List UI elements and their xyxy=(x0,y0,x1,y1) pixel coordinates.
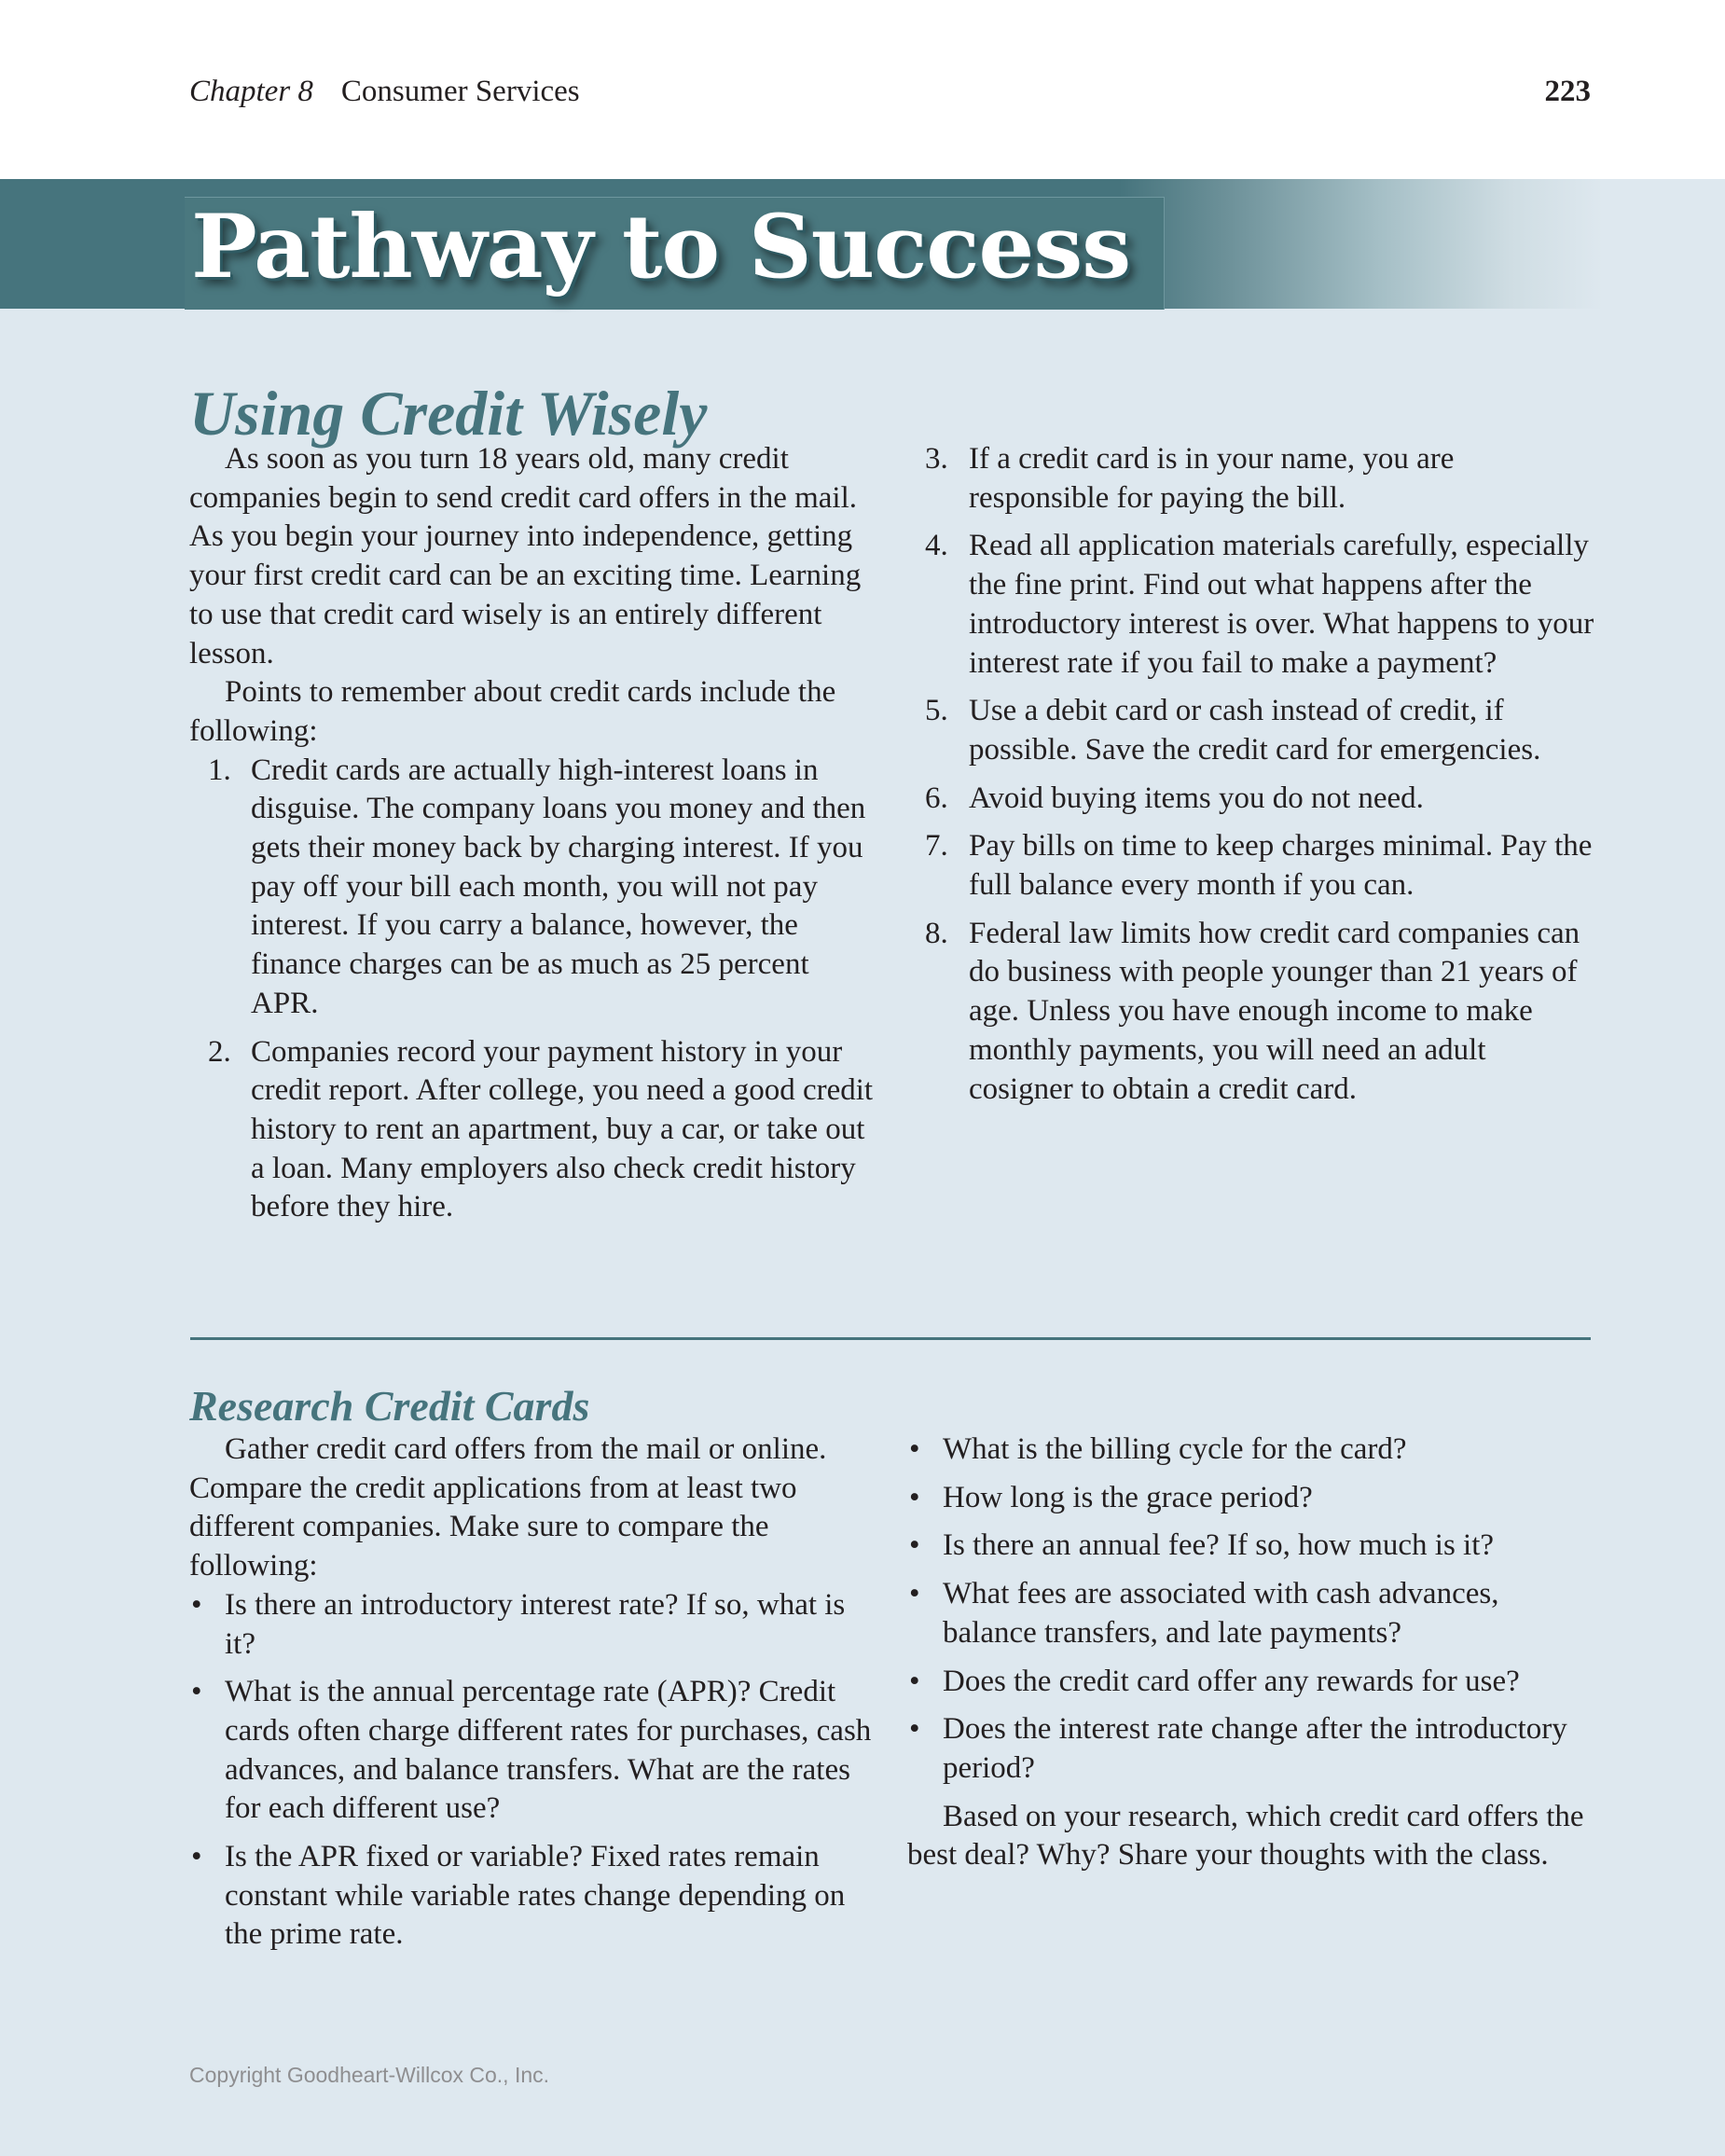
bullet-icon: • xyxy=(191,1587,202,1622)
numbered-item xyxy=(907,527,1597,683)
bullet-text: What is the annual percentage rate (APR)? Credit cards often charge different rates for purchases, cash advances, and balance transfers. What are the rates for each different use? xyxy=(225,1675,872,1826)
numbered-item xyxy=(189,1033,879,1228)
item-text: Avoid buying items you do not need. xyxy=(969,781,1424,815)
bullet-text: Does the credit card offer any rewards for use? xyxy=(943,1664,1520,1698)
bullet-icon: • xyxy=(909,1480,920,1514)
item-number: 6. xyxy=(925,781,948,815)
bullet-item xyxy=(189,1586,879,1664)
bullet-icon: • xyxy=(909,1432,920,1466)
bullet-text: Is there an introductory interest rate? If so, what is it? xyxy=(225,1587,846,1661)
column-left-bottom xyxy=(189,1430,879,1955)
numbered-item xyxy=(907,915,1597,1110)
copyright-notice: Copyright Goodheart-Willcox Co., Inc. xyxy=(189,2063,550,2087)
bullet-icon: • xyxy=(191,1840,202,1874)
item-number: 8. xyxy=(925,916,948,950)
item-text: Read all application materials carefully, especially the fine print. Find out what happens after the introductory interest is over. What happens to your interest rate if you fail to make a payment? xyxy=(969,529,1594,680)
numbered-item xyxy=(189,752,879,1024)
bullet-item xyxy=(907,1479,1597,1518)
item-text: If a credit card is in your name, you are responsible for paying the bill. xyxy=(969,442,1455,515)
bullet-icon: • xyxy=(909,1664,920,1698)
research-intro: Gather credit card offers from the mail or online. Compare the credit applications from at least two different companies. Make sure to compare the following: xyxy=(189,1432,827,1583)
section-label: Consumer Services xyxy=(340,75,580,108)
intro-paragraph: Points to remember about credit cards include the following: xyxy=(189,675,836,748)
running-head xyxy=(189,73,1591,110)
numbered-item xyxy=(907,780,1597,819)
item-text: Companies record your payment history in your credit report. After college, you need a good credit history to rent an apartment, buy a car, or take out a loan. Many employers also check credit history before they hire. xyxy=(251,1034,874,1224)
page-number: 223 xyxy=(1544,75,1591,108)
bullet-text: What is the billing cycle for the card? xyxy=(943,1432,1407,1466)
item-text: Pay bills on time to keep charges minimal. Pay the full balance every month if you can. xyxy=(969,829,1593,903)
column-right-bottom xyxy=(907,1430,1597,1875)
intro-paragraph: As soon as you turn 18 years old, many credit companies begin to send credit card offers in the mail. As you begin your journey into independence, getting your first credit card can be an exciting time. Learning to use that credit card wisely is an entirely different lesson. xyxy=(189,442,862,670)
item-number: 5. xyxy=(925,694,948,728)
item-number: 4. xyxy=(925,529,948,563)
item-text: Use a debit card or cash instead of credit, if possible. Save the credit card for emergencies. xyxy=(969,694,1541,767)
section-heading-research: Research Credit Cards xyxy=(189,1382,590,1430)
bullet-item xyxy=(907,1527,1597,1566)
column-right-top xyxy=(907,440,1597,1109)
bullet-item xyxy=(189,1673,879,1829)
bullet-item xyxy=(907,1575,1597,1652)
closing-paragraph: Based on your research, which credit card offers the best deal? Why? Share your thoughts with the class. xyxy=(907,1799,1584,1873)
numbered-item xyxy=(907,440,1597,518)
bullet-icon: • xyxy=(909,1712,920,1747)
bullet-icon: • xyxy=(909,1577,920,1611)
bullet-icon: • xyxy=(191,1675,202,1709)
item-number: 7. xyxy=(925,829,948,864)
bullet-text: Does the interest rate change after the introductory period? xyxy=(943,1712,1567,1785)
item-text: Federal law limits how credit card companies can do business with people younger than 21 years of age. Unless you have enough income to make monthly payments, you will need an adult cosigner to obtain a credit card. xyxy=(969,916,1580,1106)
column-left-top xyxy=(189,440,879,1227)
bullet-icon: • xyxy=(909,1528,920,1563)
bullet-text: Is the APR fixed or variable? Fixed rates remain constant while variable rates change depending on the prime rate. xyxy=(225,1840,846,1952)
numbered-item xyxy=(907,692,1597,769)
banner-title: Pathway to Success xyxy=(191,196,1131,298)
feature-banner xyxy=(0,179,1725,309)
bullet-item xyxy=(907,1663,1597,1702)
item-number: 1. xyxy=(208,753,231,787)
section-divider xyxy=(190,1337,1591,1340)
chapter-label: Chapter 8 xyxy=(189,75,313,108)
bullet-item xyxy=(907,1710,1597,1788)
bullet-text: What fees are associated with cash advances, balance transfers, and late payments? xyxy=(943,1577,1499,1650)
bullet-text: How long is the grace period? xyxy=(943,1480,1313,1514)
bullet-item xyxy=(189,1838,879,1955)
bullet-item xyxy=(907,1430,1597,1470)
section-heading-using-credit: Using Credit Wisely xyxy=(189,377,708,449)
item-number: 3. xyxy=(925,442,948,476)
numbered-item xyxy=(907,827,1597,905)
bullet-text: Is there an annual fee? If so, how much is it? xyxy=(943,1528,1495,1563)
item-number: 2. xyxy=(208,1034,231,1069)
item-text: Credit cards are actually high-interest loans in disguise. The company loans you money and then gets their money back by charging interest. If you pay off your bill each month, you will not pay interest. If you carry a balance, however, the finance charges can be as much as 25 percent APR. xyxy=(251,753,866,1020)
